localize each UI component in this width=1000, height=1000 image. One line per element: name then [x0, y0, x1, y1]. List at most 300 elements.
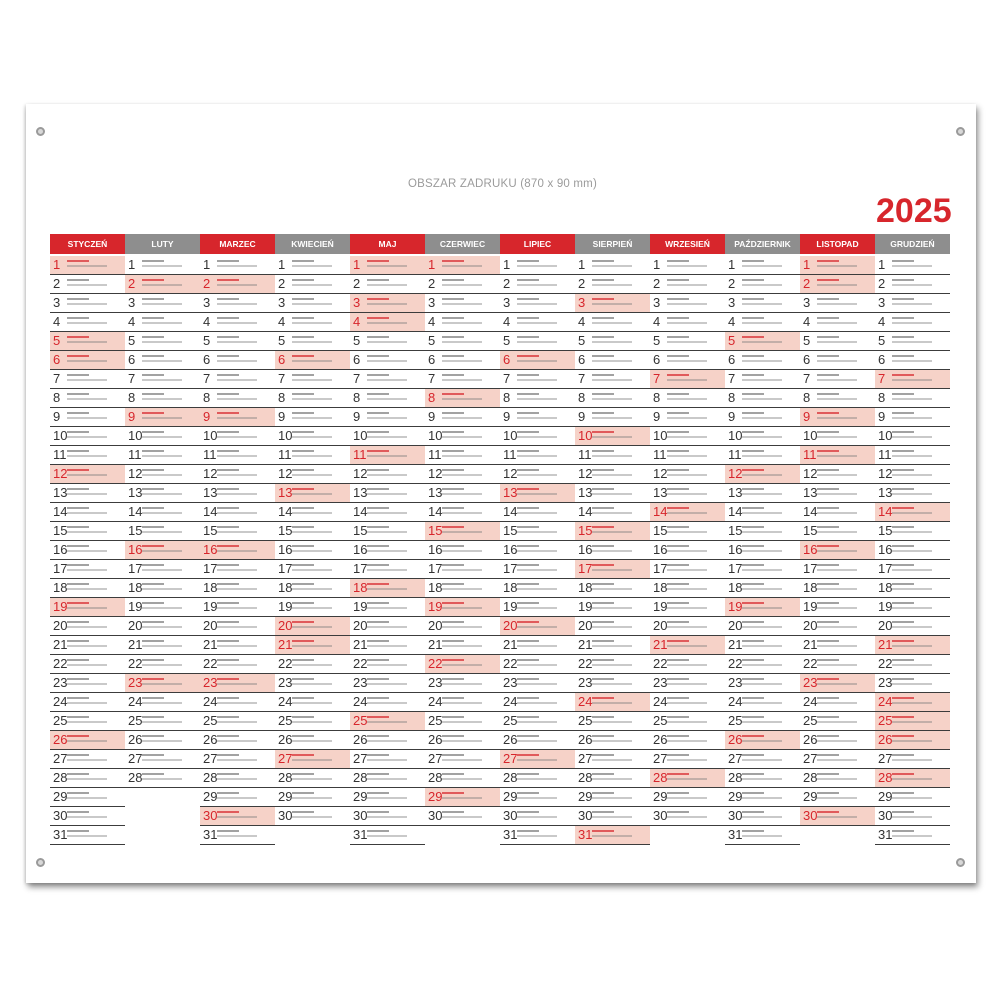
day-cell	[650, 541, 725, 560]
day-number: 16	[203, 542, 218, 557]
day-number: 8	[653, 390, 661, 405]
day-name-placeholder	[742, 317, 794, 324]
day-cell	[275, 788, 350, 807]
day-number: 14	[803, 504, 818, 519]
day-number: 27	[803, 751, 818, 766]
day-number: 30	[53, 808, 68, 823]
day-name-placeholder	[67, 792, 119, 799]
day-number: 17	[428, 561, 443, 576]
day-cell	[350, 389, 425, 408]
day-number: 23	[503, 675, 518, 690]
day-number: 1	[278, 257, 286, 272]
day-cell	[200, 769, 275, 788]
day-cell	[125, 351, 200, 370]
day-cell	[875, 636, 950, 655]
day-name-placeholder	[442, 374, 494, 381]
day-number: 21	[803, 637, 818, 652]
day-name-placeholder	[892, 526, 944, 533]
day-number: 22	[353, 656, 368, 671]
day-cell	[875, 294, 950, 313]
day-number: 29	[878, 789, 893, 804]
day-cell	[50, 313, 125, 332]
day-name-placeholder	[592, 260, 644, 267]
day-number: 10	[803, 428, 818, 443]
day-name-placeholder	[142, 697, 194, 704]
day-name-placeholder	[517, 659, 569, 666]
day-number: 12	[353, 466, 368, 481]
day-name-placeholder	[892, 564, 944, 571]
day-number: 23	[878, 675, 893, 690]
day-number: 25	[653, 713, 668, 728]
day-number: 12	[53, 466, 68, 481]
day-cell	[500, 598, 575, 617]
day-cell	[575, 294, 650, 313]
day-number: 20	[428, 618, 443, 633]
day-cell	[500, 427, 575, 446]
day-number: 8	[578, 390, 586, 405]
day-name-placeholder	[817, 317, 869, 324]
day-number: 24	[653, 694, 668, 709]
day-name-placeholder	[742, 621, 794, 628]
day-cell	[275, 541, 350, 560]
day-cell	[425, 579, 500, 598]
day-cell	[125, 465, 200, 484]
day-name-placeholder	[217, 830, 269, 837]
day-cell	[275, 275, 350, 294]
day-cell	[275, 503, 350, 522]
day-number: 6	[578, 352, 586, 367]
day-number: 3	[878, 295, 886, 310]
day-name-placeholder	[67, 830, 119, 837]
day-name-placeholder	[142, 754, 194, 761]
day-number: 5	[53, 333, 61, 348]
day-number: 5	[128, 333, 136, 348]
day-name-placeholder	[292, 773, 344, 780]
day-name-placeholder	[67, 754, 119, 761]
day-name-placeholder	[142, 298, 194, 305]
day-number: 26	[878, 732, 893, 747]
day-cell	[50, 427, 125, 446]
month-header: CZERWIEC	[425, 234, 500, 254]
day-cell	[425, 731, 500, 750]
day-cell	[275, 598, 350, 617]
day-cell	[575, 788, 650, 807]
day-number: 28	[53, 770, 68, 785]
day-number: 23	[278, 675, 293, 690]
day-number: 5	[578, 333, 586, 348]
day-name-placeholder	[892, 621, 944, 628]
day-number: 14	[428, 504, 443, 519]
day-number: 4	[203, 314, 211, 329]
day-name-placeholder	[142, 450, 194, 457]
day-name-placeholder	[517, 279, 569, 286]
day-name-placeholder	[442, 754, 494, 761]
day-cell	[875, 351, 950, 370]
month-header: WRZESIEŃ	[650, 234, 725, 254]
day-number: 25	[353, 713, 368, 728]
day-number: 31	[878, 827, 893, 842]
day-name-placeholder	[67, 317, 119, 324]
day-number: 18	[728, 580, 743, 595]
day-number: 25	[503, 713, 518, 728]
day-number: 2	[128, 276, 136, 291]
day-name-placeholder	[817, 773, 869, 780]
day-number: 19	[203, 599, 218, 614]
day-number: 31	[203, 827, 218, 842]
day-cell	[725, 256, 800, 275]
day-cell	[875, 313, 950, 332]
day-name-placeholder	[742, 659, 794, 666]
day-cell	[500, 446, 575, 465]
print-area-label: OBSZAR ZADRUKU (870 x 90 mm)	[408, 178, 597, 190]
day-cell	[200, 579, 275, 598]
day-number: 27	[428, 751, 443, 766]
day-name-placeholder	[817, 336, 869, 343]
day-cell	[200, 807, 275, 826]
day-name-placeholder	[667, 336, 719, 343]
day-number: 25	[803, 713, 818, 728]
day-name-placeholder	[217, 450, 269, 457]
day-number: 21	[503, 637, 518, 652]
day-name-placeholder	[667, 716, 719, 723]
day-cell	[800, 579, 875, 598]
day-number: 20	[203, 618, 218, 633]
month-header: LIPIEC	[500, 234, 575, 254]
day-number: 22	[728, 656, 743, 671]
day-name-placeholder	[367, 488, 419, 495]
day-cell	[650, 256, 725, 275]
day-cell	[275, 313, 350, 332]
day-cell	[50, 636, 125, 655]
day-cell	[350, 655, 425, 674]
day-number: 7	[428, 371, 436, 386]
day-name-placeholder	[67, 450, 119, 457]
day-cell	[650, 617, 725, 636]
day-number: 4	[878, 314, 886, 329]
day-name-placeholder	[892, 317, 944, 324]
day-name-placeholder	[742, 735, 794, 742]
day-cell	[50, 674, 125, 693]
day-name-placeholder	[592, 298, 644, 305]
day-number: 18	[653, 580, 668, 595]
day-cell	[800, 731, 875, 750]
day-cell	[725, 617, 800, 636]
day-name-placeholder	[367, 393, 419, 400]
day-cell	[650, 731, 725, 750]
day-number: 24	[53, 694, 68, 709]
day-number: 13	[278, 485, 293, 500]
day-number: 21	[278, 637, 293, 652]
day-cell	[350, 484, 425, 503]
day-number: 6	[728, 352, 736, 367]
day-cell	[50, 769, 125, 788]
day-name-placeholder	[142, 526, 194, 533]
day-name-placeholder	[292, 716, 344, 723]
day-cell	[275, 351, 350, 370]
day-name-placeholder	[592, 830, 644, 837]
day-number: 8	[503, 390, 511, 405]
day-name-placeholder	[367, 735, 419, 742]
day-cell	[575, 351, 650, 370]
day-number: 8	[428, 390, 436, 405]
day-number: 30	[578, 808, 593, 823]
day-number: 16	[578, 542, 593, 557]
day-name-placeholder	[442, 697, 494, 704]
day-number: 4	[353, 314, 361, 329]
day-number: 21	[128, 637, 143, 652]
day-number: 14	[203, 504, 218, 519]
day-cell	[350, 351, 425, 370]
day-cell	[650, 598, 725, 617]
day-number: 11	[203, 447, 217, 462]
day-name-placeholder	[217, 507, 269, 514]
day-name-placeholder	[592, 317, 644, 324]
day-cell	[575, 655, 650, 674]
day-number: 24	[428, 694, 443, 709]
day-name-placeholder	[742, 336, 794, 343]
day-name-placeholder	[292, 336, 344, 343]
day-number: 19	[53, 599, 68, 614]
day-number: 1	[578, 257, 586, 272]
day-number: 3	[803, 295, 811, 310]
day-name-placeholder	[367, 773, 419, 780]
day-cell	[50, 351, 125, 370]
day-name-placeholder	[667, 583, 719, 590]
day-cell	[800, 769, 875, 788]
day-cell	[800, 636, 875, 655]
month-column	[50, 234, 125, 853]
day-number: 19	[728, 599, 743, 614]
day-number: 22	[278, 656, 293, 671]
day-number: 18	[278, 580, 293, 595]
day-name-placeholder	[817, 488, 869, 495]
day-name-placeholder	[592, 621, 644, 628]
day-name-placeholder	[517, 545, 569, 552]
day-number: 11	[53, 447, 67, 462]
day-number: 20	[128, 618, 143, 633]
day-cell	[125, 693, 200, 712]
day-cell	[650, 769, 725, 788]
day-number: 2	[428, 276, 436, 291]
day-name-placeholder	[142, 412, 194, 419]
day-number: 13	[578, 485, 593, 500]
day-name-placeholder	[367, 564, 419, 571]
day-cell	[725, 370, 800, 389]
day-cell	[350, 636, 425, 655]
day-cell	[650, 522, 725, 541]
day-number: 18	[503, 580, 518, 595]
day-name-placeholder	[892, 811, 944, 818]
day-cell	[425, 446, 500, 465]
day-name-placeholder	[67, 336, 119, 343]
day-cell	[125, 579, 200, 598]
day-name-placeholder	[442, 735, 494, 742]
day-cell	[50, 579, 125, 598]
day-cell	[425, 484, 500, 503]
day-name-placeholder	[367, 355, 419, 362]
day-name-placeholder	[142, 431, 194, 438]
day-number: 25	[428, 713, 443, 728]
day-number: 5	[428, 333, 436, 348]
day-number: 27	[278, 751, 293, 766]
month-header: LISTOPAD	[800, 234, 875, 254]
day-cell	[500, 560, 575, 579]
day-name-placeholder	[817, 545, 869, 552]
day-name-placeholder	[292, 545, 344, 552]
day-name-placeholder	[367, 336, 419, 343]
day-cell	[200, 560, 275, 579]
day-number: 9	[203, 409, 211, 424]
day-cell	[350, 712, 425, 731]
day-cell	[875, 617, 950, 636]
day-number: 14	[653, 504, 668, 519]
day-number: 19	[278, 599, 293, 614]
day-cell	[50, 731, 125, 750]
day-cell	[350, 826, 425, 845]
day-name-placeholder	[142, 773, 194, 780]
day-name-placeholder	[592, 564, 644, 571]
day-cell	[350, 446, 425, 465]
day-number: 4	[278, 314, 286, 329]
day-cell	[500, 788, 575, 807]
day-number: 24	[353, 694, 368, 709]
day-cell	[875, 674, 950, 693]
day-name-placeholder	[217, 317, 269, 324]
day-name-placeholder	[517, 773, 569, 780]
day-cell	[50, 788, 125, 807]
day-number: 30	[203, 808, 218, 823]
day-number: 8	[278, 390, 286, 405]
day-number: 17	[278, 561, 293, 576]
day-name-placeholder	[67, 412, 119, 419]
day-number: 7	[653, 371, 661, 386]
day-number: 24	[728, 694, 743, 709]
day-name-placeholder	[367, 431, 419, 438]
day-name-placeholder	[517, 488, 569, 495]
day-name-placeholder	[892, 507, 944, 514]
day-number: 19	[878, 599, 893, 614]
day-name-placeholder	[442, 488, 494, 495]
day-name-placeholder	[217, 678, 269, 685]
day-name-placeholder	[667, 621, 719, 628]
day-cell	[275, 560, 350, 579]
day-number: 19	[803, 599, 818, 614]
day-name-placeholder	[592, 431, 644, 438]
day-name-placeholder	[892, 602, 944, 609]
day-number: 2	[503, 276, 511, 291]
day-cell	[350, 408, 425, 427]
day-number: 15	[728, 523, 743, 538]
day-name-placeholder	[817, 412, 869, 419]
day-cell	[650, 788, 725, 807]
day-name-placeholder	[442, 716, 494, 723]
day-number: 24	[803, 694, 818, 709]
day-number: 6	[803, 352, 811, 367]
day-cell	[575, 579, 650, 598]
day-cell	[50, 826, 125, 845]
day-cell	[650, 370, 725, 389]
day-name-placeholder	[817, 279, 869, 286]
day-cell	[275, 807, 350, 826]
day-name-placeholder	[667, 640, 719, 647]
day-number: 16	[728, 542, 743, 557]
day-number: 17	[53, 561, 68, 576]
day-number: 7	[878, 371, 886, 386]
day-cell	[650, 693, 725, 712]
day-number: 1	[653, 257, 661, 272]
day-number: 14	[878, 504, 893, 519]
day-number: 31	[353, 827, 368, 842]
day-cell	[125, 598, 200, 617]
day-cell	[575, 807, 650, 826]
day-name-placeholder	[667, 564, 719, 571]
month-column	[350, 234, 425, 853]
day-name-placeholder	[142, 355, 194, 362]
day-name-placeholder	[367, 602, 419, 609]
day-number: 9	[278, 409, 286, 424]
day-number: 16	[653, 542, 668, 557]
day-number: 25	[578, 713, 593, 728]
day-number: 4	[803, 314, 811, 329]
day-cell	[200, 313, 275, 332]
day-name-placeholder	[667, 735, 719, 742]
day-number: 23	[128, 675, 143, 690]
day-cell	[350, 294, 425, 313]
day-name-placeholder	[517, 450, 569, 457]
day-cell	[800, 674, 875, 693]
day-number: 18	[428, 580, 443, 595]
day-cell	[800, 750, 875, 769]
day-number: 2	[353, 276, 361, 291]
day-name-placeholder	[592, 374, 644, 381]
day-name-placeholder	[292, 431, 344, 438]
day-name-placeholder	[442, 469, 494, 476]
day-number: 17	[353, 561, 368, 576]
day-cell	[425, 541, 500, 560]
day-cell	[275, 655, 350, 674]
day-name-placeholder	[142, 279, 194, 286]
day-number: 17	[653, 561, 668, 576]
day-number: 27	[503, 751, 518, 766]
day-name-placeholder	[742, 678, 794, 685]
day-cell	[725, 750, 800, 769]
day-number: 2	[728, 276, 736, 291]
day-number: 29	[503, 789, 518, 804]
day-cell	[200, 541, 275, 560]
day-cell	[350, 503, 425, 522]
day-name-placeholder	[442, 583, 494, 590]
day-name-placeholder	[367, 298, 419, 305]
day-cell	[200, 351, 275, 370]
day-number: 15	[53, 523, 68, 538]
day-name-placeholder	[667, 431, 719, 438]
day-cell	[350, 769, 425, 788]
day-number: 15	[578, 523, 593, 538]
day-name-placeholder	[892, 336, 944, 343]
day-name-placeholder	[667, 393, 719, 400]
day-number: 10	[203, 428, 218, 443]
day-name-placeholder	[367, 659, 419, 666]
day-cell	[350, 579, 425, 598]
day-name-placeholder	[367, 545, 419, 552]
day-cell	[650, 389, 725, 408]
day-name-placeholder	[892, 754, 944, 761]
day-name-placeholder	[892, 773, 944, 780]
day-name-placeholder	[292, 412, 344, 419]
day-name-placeholder	[292, 811, 344, 818]
day-name-placeholder	[892, 488, 944, 495]
day-cell	[500, 731, 575, 750]
